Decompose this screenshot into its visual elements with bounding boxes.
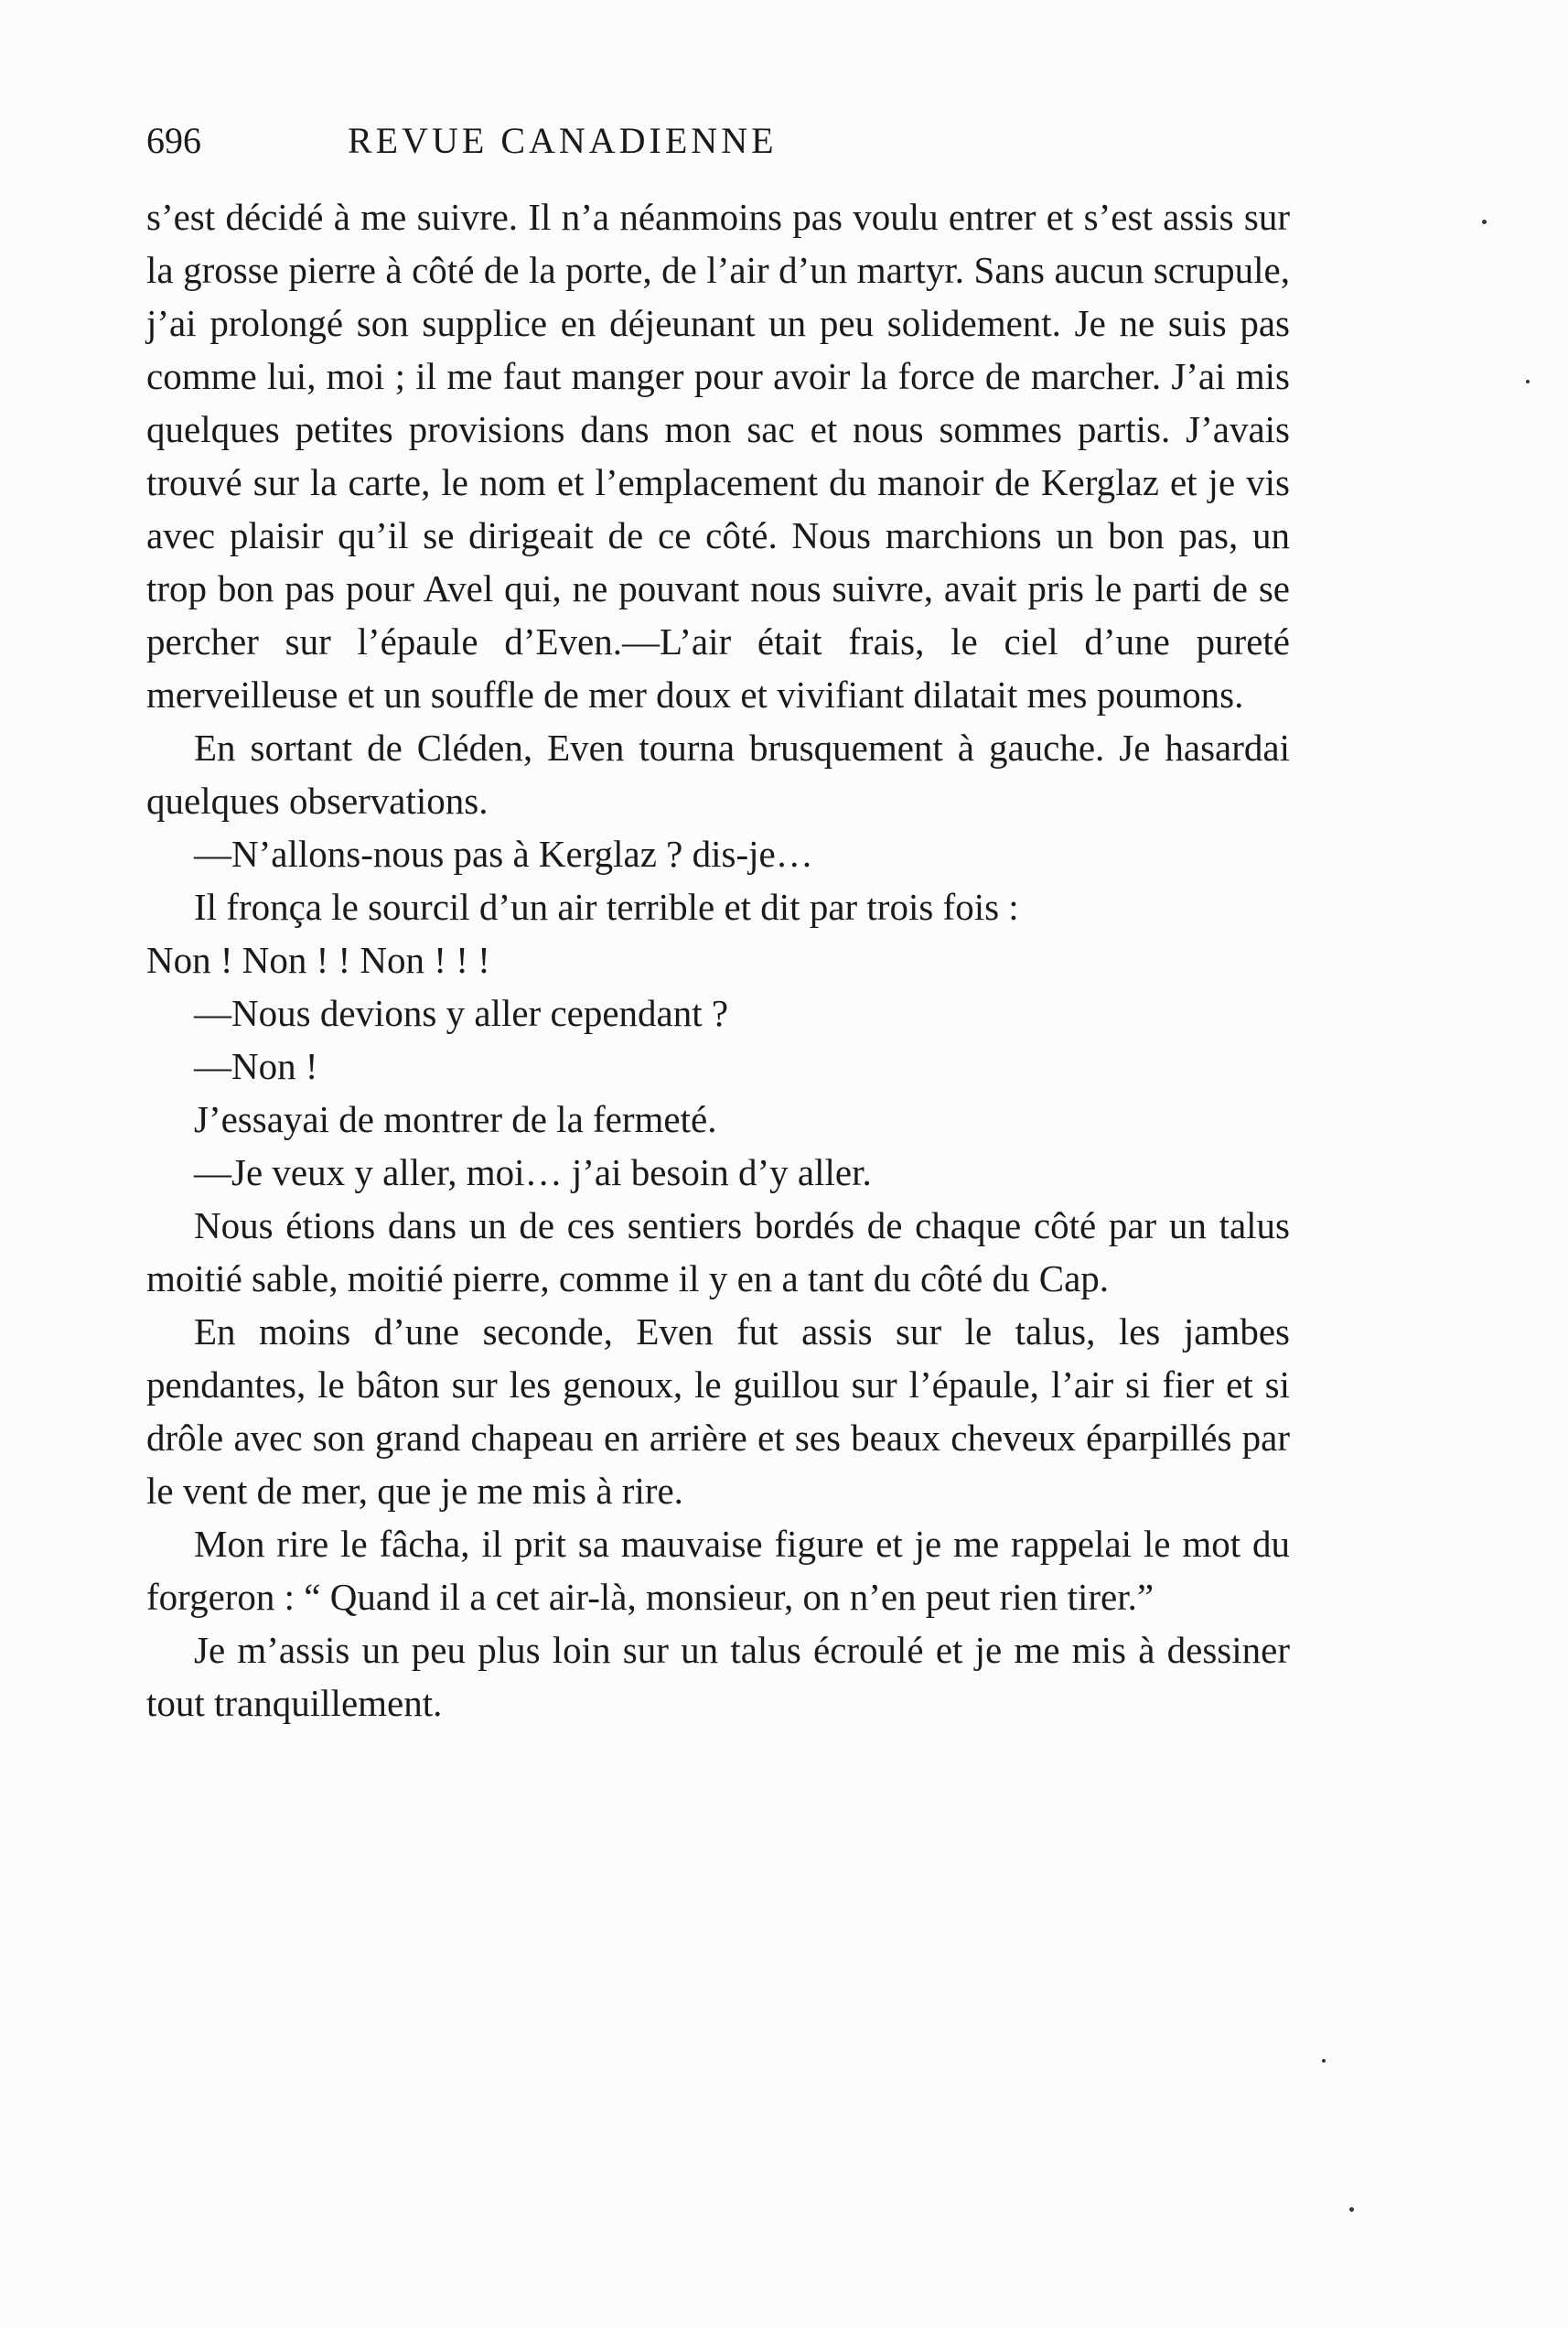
page-number: 696 xyxy=(146,120,201,161)
paragraph: —Non ! xyxy=(194,1045,318,1087)
paragraph: Mon rire le fâcha, il prit sa mauvaise figure et je me rappelai le mot du forgeron : “ Quand il a cet air-là, monsieur, on n’en peut rien tirer.” xyxy=(146,1523,1290,1618)
paper-speck xyxy=(1526,380,1530,383)
book-page xyxy=(146,119,1290,1730)
paragraph: Nous étions dans un de ces sentiers bordés de chaque côté par un talus moitié sable, moitié pierre, comme il y en a tant du côté du Cap. xyxy=(146,1204,1290,1299)
page-header xyxy=(146,119,1290,174)
paragraph: Non ! Non ! ! Non ! ! ! xyxy=(146,939,490,981)
paragraph: J’essayai de montrer de la fermeté. xyxy=(194,1098,717,1140)
paragraph: Il fronça le sourcil d’un air terrible et dit par trois fois : xyxy=(194,886,1019,928)
paper-speck xyxy=(1349,2207,1354,2212)
paper-speck xyxy=(1482,220,1487,224)
running-title: REVUE CANADIENNE xyxy=(348,120,778,161)
paper-speck xyxy=(1322,2059,1326,2063)
paragraph: —Nous devions y aller cependant ? xyxy=(194,992,729,1034)
paragraph: En moins d’une seconde, Even fut assis sur le talus, les jambes pendantes, le bâton sur les genoux, le guillou sur l’épaule, l’air si fier et si drôle avec son grand chapeau en arrière et ses beaux cheveux éparpillés par le vent de mer, que je me mis à rire. xyxy=(146,1310,1290,1512)
paragraph: —N’allons-nous pas à Kerglaz ? dis-je… xyxy=(194,833,813,875)
paragraph: En sortant de Cléden, Even tourna brusquement à gauche. Je hasardai quelques observations. xyxy=(146,727,1290,822)
paragraph: s’est décidé à me suivre. Il n’a néanmoins pas voulu entrer et s’est assis sur la grosse pierre à côté de la porte, de l’air d’un martyr. Sans aucun scrupule, j’ai prolongé son supplice en déjeunant un peu solidement. Je ne suis pas comme lui, moi ; il me faut manger pour avoir la force de marcher. J’ai mis quelques petites provisions dans mon sac et nous sommes partis. J’avais trouvé sur la carte, le nom et l’emplacement du manoir de Kerglaz et je vis avec plaisir qu’il se dirigeait de ce côté. Nous marchions un bon pas, un trop bon pas pour Avel qui, ne pouvant nous suivre, avait pris le parti de se percher sur l’épaule d’Even.—L’air était frais, le ciel d’une pureté merveilleuse et un souffle de mer doux et vivifiant dilatait mes poumons. xyxy=(146,196,1290,716)
paragraph: —Je veux y aller, moi… j’ai besoin d’y aller. xyxy=(194,1151,872,1193)
body-text xyxy=(146,190,1290,1730)
paragraph: Je m’assis un peu plus loin sur un talus écroulé et je me mis à dessiner tout tranquillement. xyxy=(146,1629,1290,1724)
